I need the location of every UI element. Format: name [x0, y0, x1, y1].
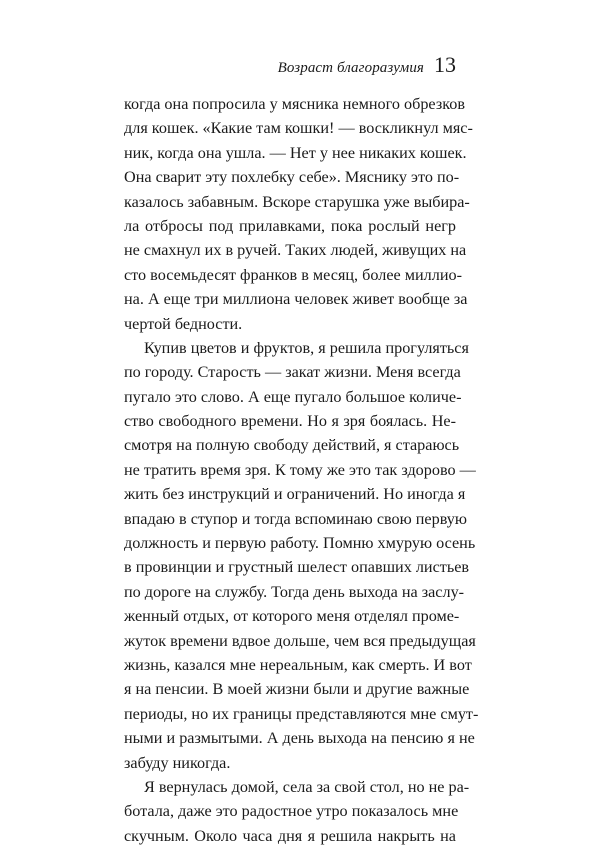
text-line: ботала, даже это радостное утро показалось мне [124, 802, 459, 821]
text-line: Купив цветов и фруктов, я решила прогуляться [144, 338, 469, 357]
text-line: периоды, но их границы представляются мне смут- [124, 704, 479, 723]
text-line: для кошек. «Какие там кошки! — воскликнул мяс- [124, 119, 473, 138]
text-line: впадаю в ступор и тогда вспоминаю свою первую [124, 509, 467, 528]
body-text [124, 92, 479, 848]
paragraph-1 [124, 92, 473, 336]
text-line: жизнь, казался мне нереальным, как смерть. И вот [124, 655, 472, 674]
text-line: сто восемьдесят франков в месяц, более миллио- [124, 265, 462, 284]
running-title: Возраст благоразумия [277, 60, 424, 76]
text-line: должность и первую работу. Помню хмурую осень [124, 534, 476, 553]
text-line: пугало это слово. А еще пугало большое количе- [124, 387, 462, 406]
text-line: жуток времени вдвое дольше, чем вся предыдущая [124, 631, 476, 650]
text-line: чертой бедности. [124, 314, 243, 333]
text-line: когда она попросила у мясника немного обрезков [124, 95, 465, 113]
text-line: ными и размытыми. А день выхода на пенсию я не [124, 729, 475, 748]
text-line: не тратить время зря. К тому же это так здорово — [124, 460, 476, 479]
text-line: я на пенсии. В моей жизни были и другие важные [124, 680, 470, 699]
text-line: по дороге на службу. Тогда день выхода на заслу- [124, 582, 465, 601]
text-line: скучным. Около часа дня я решила накрыть на [124, 826, 456, 845]
text-line: ла отбросы под прилавками, пока рослый негр [124, 216, 456, 235]
text-line: женный отдых, от которого меня отделял проме- [124, 607, 460, 626]
page-number: 13 [434, 52, 456, 77]
text-line: на. А еще три миллиона человек живет вообще за [124, 290, 468, 309]
text-line: казалось забавным. Вскоре старушка уже выбира- [124, 192, 470, 211]
text-line: по городу. Старость — закат жизни. Меня всегда [124, 363, 461, 382]
text-line: ство свободного времени. Но я зря боялась. Не- [124, 412, 456, 431]
text-line: смотря на полную свободу действий, я стараюсь [124, 436, 460, 455]
text-line: забуду никогда. [124, 753, 231, 772]
text-line: ник, когда она ушла. — Нет у нее никаких кошек. [124, 143, 467, 162]
paragraph-3 [124, 775, 470, 848]
text-line: в провинции и грустный шелест опавших листьев [124, 558, 470, 577]
paragraph-2 [124, 336, 479, 775]
text-line: не смахнул их в ручей. Таких людей, живущих на [124, 241, 467, 260]
text-line: жить без инструкций и ограничений. Но иногда я [124, 485, 466, 504]
text-line: Я вернулась домой, села за свой стол, но не ра- [144, 777, 470, 796]
text-line: Она сварит эту похлебку себе». Мяснику это по- [124, 168, 460, 187]
running-head [124, 52, 456, 82]
